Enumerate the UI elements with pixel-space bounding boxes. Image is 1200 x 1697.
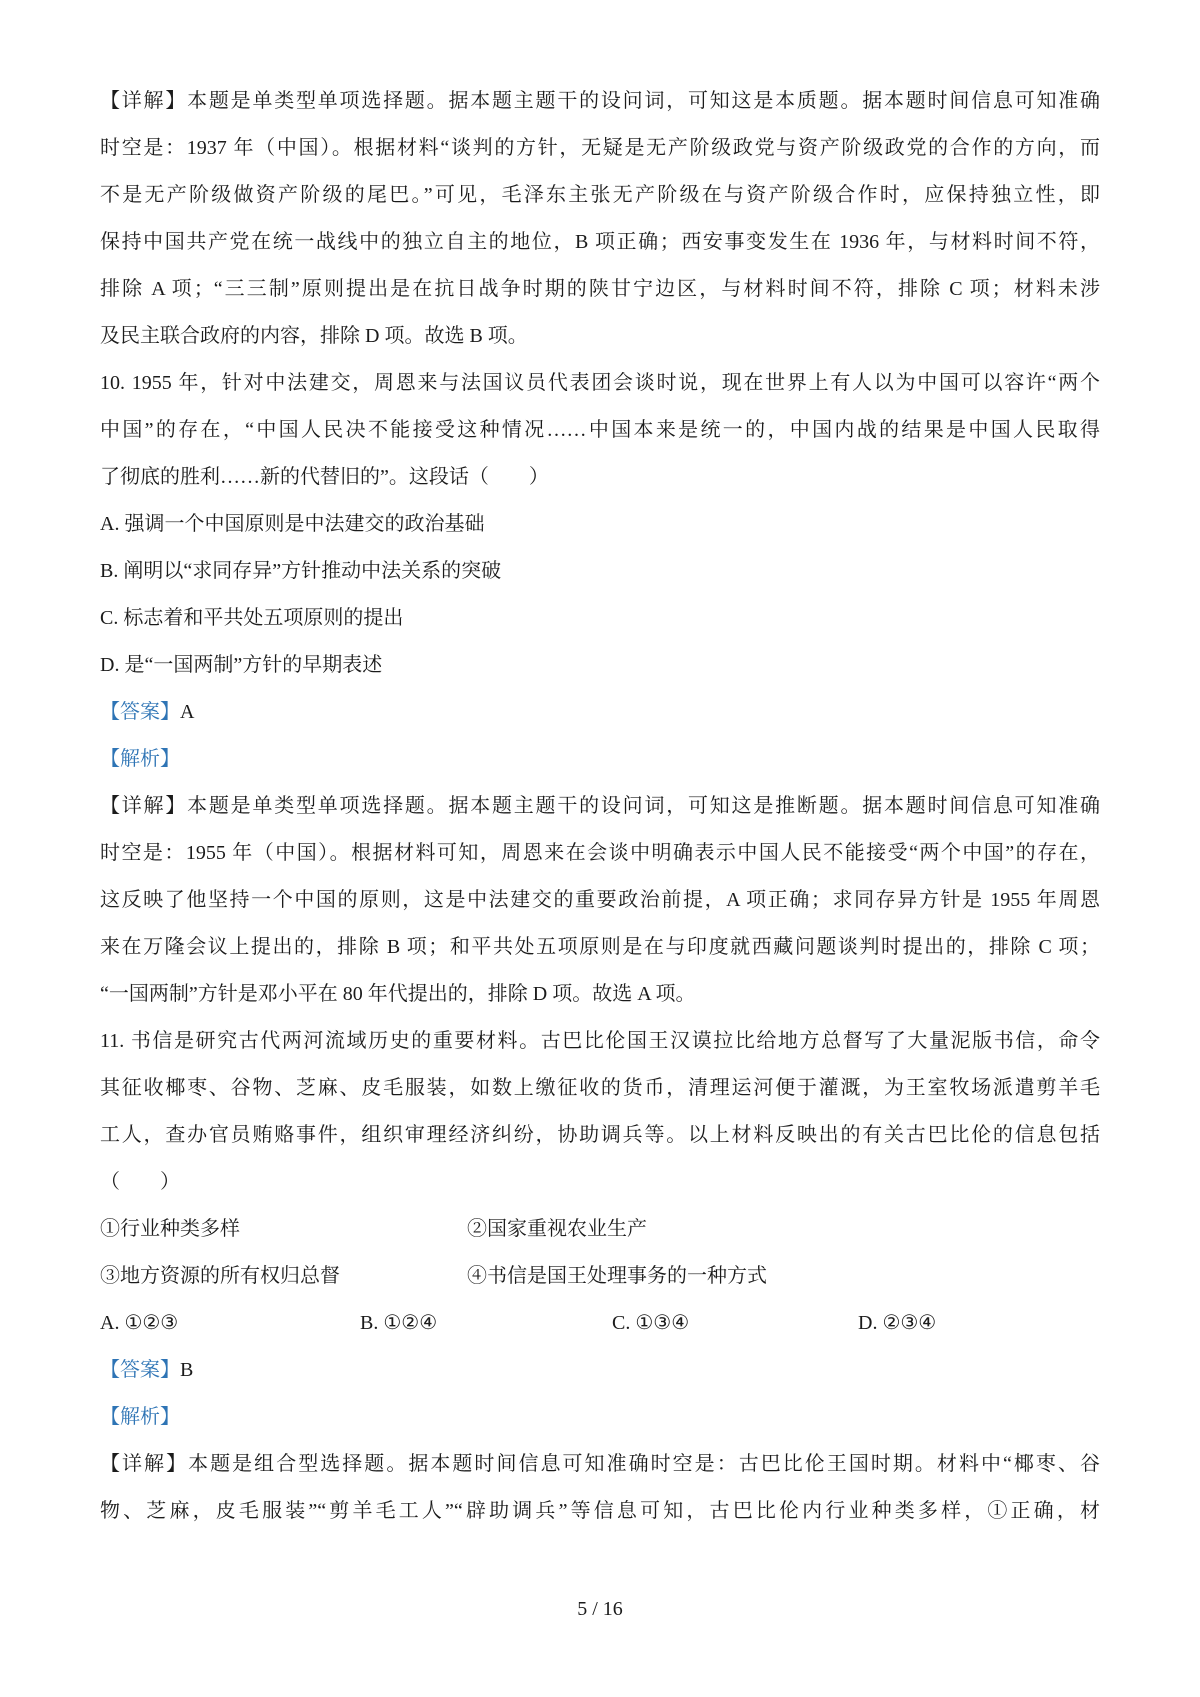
- text-line: 10. 1955 年，针对中法建交，周恩来与法国议员代表团会谈时说，现在世界上有人以为中国可以容许“两个: [100, 372, 1100, 394]
- question-11-stem: [100, 1018, 1100, 1206]
- text-line: 了彻底的胜利……新的代替旧的”。这段话（ ）: [100, 466, 549, 488]
- option-cell: ①行业种类多样: [100, 1218, 240, 1240]
- question-10-option-d: [100, 642, 1100, 689]
- text-line: C. 标志着和平共处五项原则的提出: [100, 607, 404, 629]
- bracket-label: 【答案】: [100, 1359, 180, 1381]
- option-cell: A. ①②③: [100, 1312, 179, 1334]
- text-line: 排除 A 项；“三三制”原则提出是在抗日战争时期的陕甘宁边区，与材料时间不符，排除 C 项；材料未涉: [100, 278, 1100, 300]
- text-line: 【详解】本题是单类型单项选择题。据本题主题干的设问词，可知这是本质题。据本题时间信息可知准确: [100, 90, 1100, 112]
- explanation-q10: [100, 783, 1100, 1018]
- text-line: 保持中国共产党在统一战线中的独立自主的地位，B 项正确；西安事变发生在 1936 年，与材料时间不符，: [100, 231, 1100, 253]
- analysis-q10: [100, 736, 1100, 783]
- question-10-stem: [100, 360, 1100, 501]
- page-number: 5 / 16: [577, 1598, 623, 1620]
- bracket-label: 【解析】: [100, 1406, 180, 1428]
- text-line: 工人，查办官员贿赂事件，组织审理经济纠纷，协助调兵等。以上材料反映出的有关古巴比伦的信息包括: [100, 1124, 1100, 1146]
- option-cell: B. ①②④: [360, 1312, 438, 1334]
- text-line: 物、芝麻，皮毛服装”“剪羊毛工人”“辟助调兵”等信息可知，古巴比伦内行业种类多样，①正确，材: [100, 1500, 1100, 1522]
- question-10-option-b: [100, 548, 1100, 595]
- explanation-q11: [100, 1441, 1100, 1535]
- answer-value: B: [180, 1359, 194, 1381]
- question-11-options: [100, 1300, 1100, 1347]
- text-line: A. 强调一个中国原则是中法建交的政治基础: [100, 513, 485, 535]
- text-line: 来在万隆会议上提出的，排除 B 项；和平共处五项原则是在与印度就西藏问题谈判时提出的，排除 C 项；: [100, 936, 1100, 958]
- option-cell: ③地方资源的所有权归总督: [100, 1265, 340, 1287]
- option-cell: D. ②③④: [858, 1312, 937, 1334]
- text-line: B. 阐明以“求同存异”方针推动中法关系的突破: [100, 560, 502, 582]
- document-body: [100, 78, 1100, 1535]
- question-11-statements-row-1: [100, 1206, 1100, 1253]
- answer-q11: [100, 1347, 1100, 1394]
- bracket-label: 【答案】: [100, 701, 180, 723]
- option-cell: C. ①③④: [612, 1312, 690, 1334]
- text-line: 【详解】本题是单类型单项选择题。据本题主题干的设问词，可知这是推断题。据本题时间信息可知准确: [100, 795, 1100, 817]
- text-line: 中国”的存在，“中国人民决不能接受这种情况……中国本来是统一的，中国内战的结果是中国人民取得: [100, 419, 1100, 441]
- text-line: 这反映了他坚持一个中国的原则，这是中法建交的重要政治前提，A 项正确；求同存异方针是 1955 年周恩: [100, 889, 1100, 911]
- answer-q10: [100, 689, 1100, 736]
- text-line: 时空是：1955 年（中国）。根据材料可知，周恩来在会谈中明确表示中国人民不能接受“两个中国”的存在，: [100, 842, 1100, 864]
- bracket-label: 【解析】: [100, 748, 180, 770]
- text-line: 其征收椰枣、谷物、芝麻、皮毛服装，如数上缴征收的货币，清理运河便于灌溉，为王室牧场派遣剪羊毛: [100, 1077, 1100, 1099]
- explanation-q9: [100, 78, 1100, 360]
- text-line: （ ）: [100, 1171, 180, 1193]
- text-line: 不是无产阶级做资产阶级的尾巴。”可见，毛泽东主张无产阶级在与资产阶级合作时，应保持独立性，即: [100, 184, 1100, 206]
- question-10-option-c: [100, 595, 1100, 642]
- analysis-q11: [100, 1394, 1100, 1441]
- text-line: D. 是“一国两制”方针的早期表述: [100, 654, 383, 676]
- text-line: 11. 书信是研究古代两河流域历史的重要材料。古巴比伦国王汉谟拉比给地方总督写了大量泥版书信，命令: [100, 1030, 1100, 1052]
- question-11-statements-row-2: [100, 1253, 1100, 1300]
- answer-value: A: [180, 701, 195, 723]
- text-line: 【详解】本题是组合型选择题。据本题时间信息可知准确时空是：古巴比伦王国时期。材料中“椰枣、谷: [100, 1453, 1100, 1475]
- text-line: 及民主联合政府的内容，排除 D 项。故选 B 项。: [100, 325, 528, 347]
- text-line: 时空是：1937 年（中国）。根据材料“谈判的方针，无疑是无产阶级政党与资产阶级政党的合作的方向，而: [100, 137, 1100, 159]
- option-cell: ②国家重视农业生产: [467, 1218, 647, 1240]
- option-cell: ④书信是国王处理事务的一种方式: [467, 1265, 767, 1287]
- question-10-option-a: [100, 501, 1100, 548]
- text-line: “一国两制”方针是邓小平在 80 年代提出的，排除 D 项。故选 A 项。: [100, 983, 696, 1005]
